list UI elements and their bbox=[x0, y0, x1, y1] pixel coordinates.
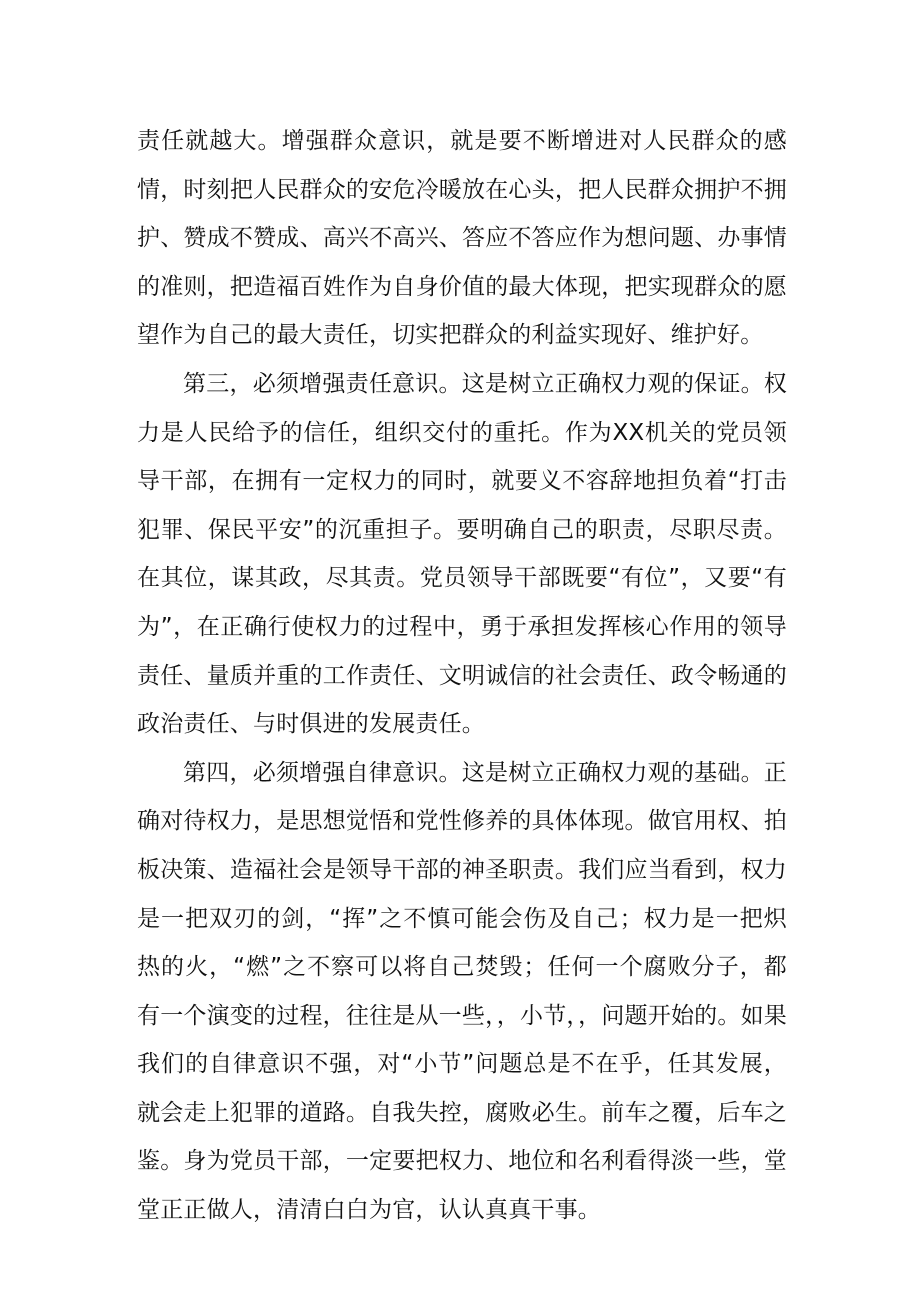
paragraph-3: 第四，必须增强自律意识。这是树立正确权力观的基础。正确对待权力，是思想觉悟和党性修养的具体体现。做官用权、拍板决策、造福社会是领导干部的神圣职责。我们应当看到，权力是一把双刃的剑，“挥”之不慎可能会伤及自己；权力是一把炽热的火，“燃”之不察可以将自己焚毁；任何一个腐败分子，都有一个演变的过程，往往是从一些，，小节，，问题开始的。如果我们的自律意识不强，对“小节”问题总是不在乎，任其发展，就会走上犯罪的道路。自我失控，腐败必生。前车之覆，后车之鉴。身为党员干部，一定要把权力、地位和名利看得淡一些，堂堂正正做人，清清白白为官，认认真真干事。 bbox=[137, 759, 787, 1224]
paragraph-1: 责任就越大。增强群众意识，就是要不断增进对人民群众的感情，时刻把人民群众的安危冷暖放在心头，把人民群众拥护不拥护、赞成不赞成、高兴不高兴、答应不答应作为想问题、办事情的准则，把造福百姓作为自身价值的最大体现，把实现群众的愿望作为自己的最大责任，切实把群众的利益实现好、维护好。 bbox=[137, 128, 787, 349]
paragraph-2: 第三，必须增强责任意识。这是树立正确权力观的保证。权力是人民给予的信任，组织交付的重托。作为XX机关的党员领导干部，在拥有一定权力的同时，就要义不容辞地担负着“打击犯罪、保民平安”的沉重担子。要明确自己的职责，尽职尽责。在其位，谋其政，尽其责。党员领导干部既要“有位”，又要“有为”，在正确行使权力的过程中，勇于承担发挥核心作用的领导责任、量质并重的工作责任、文明诚信的社会责任、政令畅通的政治责任、与时俱进的发展责任。 bbox=[137, 370, 787, 738]
document-body bbox=[137, 117, 787, 1235]
